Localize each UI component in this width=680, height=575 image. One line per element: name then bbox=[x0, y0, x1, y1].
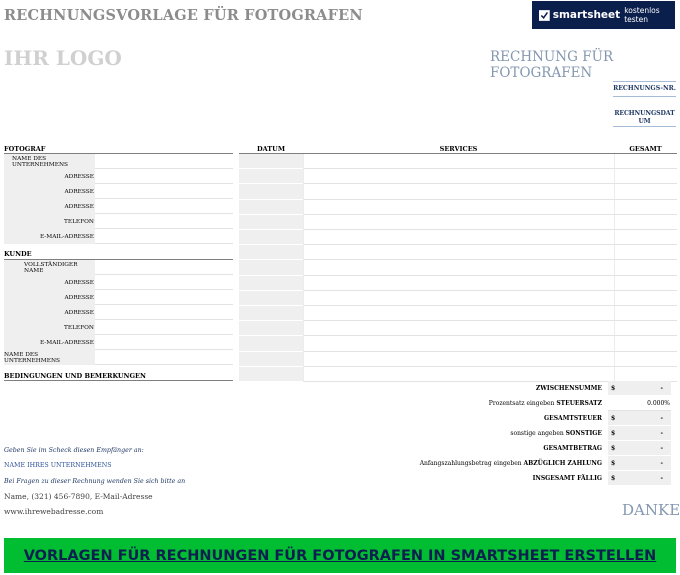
photographer-field-input[interactable] bbox=[95, 169, 233, 184]
summary-row bbox=[239, 426, 677, 441]
currency-symbol: $ bbox=[611, 459, 616, 467]
line-item-service-cell[interactable] bbox=[303, 306, 614, 321]
line-item-service-cell[interactable] bbox=[303, 200, 614, 215]
client-field-label: E-MAIL-ADRESSE bbox=[4, 335, 95, 350]
line-item-date-cell[interactable] bbox=[239, 367, 303, 382]
client-field-label: VOLLSTÄNDIGER NAME bbox=[4, 260, 95, 275]
banner-text: VORLAGEN FÜR RECHNUNGEN FÜR FOTOGRAFEN IN SMARTSHEET ERSTELLEN bbox=[23, 547, 657, 564]
line-item-total-cell[interactable] bbox=[614, 276, 677, 291]
logo-placeholder: IHR LOGO bbox=[4, 46, 122, 70]
photographer-field-label: NAME DES UNTERNEHMENS bbox=[4, 154, 95, 169]
column-header-total: GESAMT bbox=[629, 145, 662, 153]
brand-name: smartsheet bbox=[552, 9, 621, 21]
thanks-text: DANKE bbox=[622, 501, 680, 519]
currency-symbol: $ bbox=[611, 414, 616, 422]
line-item-date-cell[interactable] bbox=[239, 184, 303, 199]
summary-value bbox=[608, 471, 671, 486]
currency-symbol: $ bbox=[611, 384, 616, 392]
photographer-field-label: ADRESSE bbox=[4, 199, 95, 214]
photographer-field-label: ADRESSE bbox=[4, 169, 95, 184]
invoice-date-field[interactable] bbox=[613, 126, 676, 127]
client-field-input[interactable] bbox=[95, 290, 233, 305]
line-item-row bbox=[239, 245, 677, 260]
line-item-total-cell[interactable] bbox=[614, 291, 677, 306]
line-item-row bbox=[239, 230, 677, 245]
line-item-total-cell[interactable] bbox=[614, 215, 677, 230]
smartsheet-cta-button[interactable] bbox=[532, 1, 675, 29]
summary-row bbox=[239, 381, 677, 396]
amount: - bbox=[660, 474, 663, 482]
summary-label: ABZÜGLICH ZAHLUNG bbox=[523, 460, 602, 468]
line-item-date-cell[interactable] bbox=[239, 321, 303, 336]
currency-symbol: $ bbox=[611, 474, 616, 482]
currency-symbol: $ bbox=[611, 429, 616, 437]
line-item-date-cell[interactable] bbox=[239, 352, 303, 367]
line-item-total-cell[interactable] bbox=[614, 352, 677, 367]
line-item-date-cell[interactable] bbox=[239, 291, 303, 306]
summary-value bbox=[608, 441, 671, 456]
line-item-date-cell[interactable] bbox=[239, 260, 303, 275]
line-item-service-cell[interactable] bbox=[303, 352, 614, 367]
line-item-date-cell[interactable] bbox=[239, 336, 303, 351]
photographer-field-input[interactable] bbox=[95, 229, 233, 244]
line-item-row bbox=[239, 306, 677, 321]
column-header-services: SERVICES bbox=[439, 145, 478, 153]
summary-row bbox=[239, 471, 677, 486]
client-field-input[interactable] bbox=[95, 275, 233, 290]
line-item-date-cell[interactable] bbox=[239, 215, 303, 230]
photographer-field-input[interactable] bbox=[95, 184, 233, 199]
line-item-total-cell[interactable] bbox=[614, 184, 677, 199]
line-item-total-cell[interactable] bbox=[614, 336, 677, 351]
photographer-heading: FOTOGRAF bbox=[4, 145, 46, 153]
photographer-field-label: TELEFON bbox=[4, 214, 95, 229]
create-template-banner-link[interactable] bbox=[4, 538, 676, 573]
line-item-row bbox=[239, 321, 677, 336]
company-name: NAME IHRES UNTERNEHMENS bbox=[4, 462, 112, 469]
client-field-label: NAME DES UNTERNEHMENS bbox=[4, 350, 95, 365]
line-item-row bbox=[239, 184, 677, 199]
line-item-row bbox=[239, 367, 677, 382]
line-item-total-cell[interactable] bbox=[614, 154, 677, 169]
line-item-service-cell[interactable] bbox=[303, 169, 614, 184]
line-item-total-cell[interactable] bbox=[614, 245, 677, 260]
photographer-field-input[interactable] bbox=[95, 214, 233, 229]
brand-tagline: kostenlos testen bbox=[624, 6, 660, 24]
column-header-date: DATUM bbox=[256, 145, 286, 153]
line-item-date-cell[interactable] bbox=[239, 230, 303, 245]
line-item-service-cell[interactable] bbox=[303, 154, 614, 169]
line-item-total-cell[interactable] bbox=[614, 169, 677, 184]
line-item-row bbox=[239, 352, 677, 367]
line-item-row bbox=[239, 291, 677, 306]
summary-row bbox=[239, 456, 677, 471]
terms-heading: BEDINGUNGEN UND BEMERKUNGEN bbox=[4, 372, 146, 380]
invoice-number-field[interactable] bbox=[613, 96, 676, 97]
line-item-service-cell[interactable] bbox=[303, 276, 614, 291]
client-heading: KUNDE bbox=[4, 250, 32, 258]
other-input[interactable] bbox=[608, 426, 671, 441]
summary-label: ZWISCHENSUMME bbox=[535, 385, 602, 393]
line-item-total-cell[interactable] bbox=[614, 306, 677, 321]
photographer-field-input[interactable] bbox=[95, 199, 233, 214]
summary-prefix: sonstige angeben bbox=[510, 430, 566, 438]
summary-prefix: Prozentsatz eingeben bbox=[488, 400, 557, 408]
line-item-total-cell[interactable] bbox=[614, 230, 677, 245]
smartsheet-logo-icon bbox=[539, 9, 550, 22]
summary-value bbox=[608, 411, 671, 426]
amount: - bbox=[660, 459, 663, 467]
line-item-service-cell[interactable] bbox=[303, 321, 614, 336]
line-item-row bbox=[239, 260, 677, 275]
invoice-heading: RECHNUNG FÜR FOTOGRAFEN bbox=[490, 49, 614, 81]
line-item-service-cell[interactable] bbox=[303, 215, 614, 230]
amount: - bbox=[660, 384, 663, 392]
client-field-input[interactable] bbox=[95, 260, 233, 275]
client-field-input[interactable] bbox=[95, 305, 233, 320]
summary-label: STEUERSATZ bbox=[556, 400, 602, 408]
line-item-service-cell[interactable] bbox=[303, 367, 614, 382]
website: www.ihrewebadresse.com bbox=[4, 507, 104, 516]
client-field-label: ADRESSE bbox=[4, 305, 95, 320]
invoice-number-label: RECHNUNGS-NR. bbox=[613, 85, 676, 92]
line-item-total-cell[interactable] bbox=[614, 367, 677, 382]
contact-info: Name, (321) 456-7890, E-Mail-Adresse bbox=[4, 492, 153, 501]
summary-label: SONSTIGE bbox=[565, 430, 602, 438]
client-field-label: ADRESSE bbox=[4, 275, 95, 290]
summary-row bbox=[239, 411, 677, 426]
line-item-date-cell[interactable] bbox=[239, 169, 303, 184]
line-item-total-cell[interactable] bbox=[614, 200, 677, 215]
line-item-row bbox=[239, 276, 677, 291]
currency-symbol: $ bbox=[611, 444, 616, 452]
questions-note: Bei Fragen zu dieser Rechnung wenden Sie sich bitte an bbox=[4, 478, 186, 485]
summary-label: INSGESAMT FÄLLIG bbox=[532, 475, 602, 483]
line-item-row bbox=[239, 169, 677, 184]
client-field-input[interactable] bbox=[95, 320, 233, 335]
line-item-total-cell[interactable] bbox=[614, 260, 677, 275]
photographer-field-label: ADRESSE bbox=[4, 184, 95, 199]
client-field-input[interactable] bbox=[95, 335, 233, 350]
payment-input[interactable] bbox=[608, 456, 671, 471]
summary-label: GESAMTSTEUER bbox=[544, 415, 602, 423]
line-item-service-cell[interactable] bbox=[303, 291, 614, 306]
summary-value bbox=[608, 381, 671, 396]
line-item-row bbox=[239, 215, 677, 230]
summary-prefix: Anfangszahlungsbetrag eingeben bbox=[419, 460, 524, 468]
line-item-date-cell[interactable] bbox=[239, 154, 303, 169]
check-note: Geben Sie im Scheck diesen Empfänger an: bbox=[4, 447, 144, 454]
line-item-row bbox=[239, 200, 677, 215]
amount: 0.000% bbox=[647, 399, 670, 407]
amount: - bbox=[660, 414, 663, 422]
line-item-date-cell[interactable] bbox=[239, 245, 303, 260]
summary-label: GESAMTBETRAG bbox=[543, 445, 602, 453]
client-field-input[interactable] bbox=[95, 350, 233, 365]
photographer-field-label: E-MAIL-ADRESSE bbox=[4, 229, 95, 244]
summary-row bbox=[239, 441, 677, 456]
line-item-service-cell[interactable] bbox=[303, 336, 614, 351]
amount: - bbox=[660, 429, 663, 437]
line-item-total-cell[interactable] bbox=[614, 321, 677, 336]
divider bbox=[4, 380, 233, 381]
tax-rate-input[interactable] bbox=[608, 396, 671, 411]
client-field-label: ADRESSE bbox=[4, 290, 95, 305]
line-item-service-cell[interactable] bbox=[303, 230, 614, 245]
line-item-date-cell[interactable] bbox=[239, 200, 303, 215]
divider bbox=[613, 81, 676, 82]
photographer-field-input[interactable] bbox=[95, 154, 233, 169]
line-item-service-cell[interactable] bbox=[303, 245, 614, 260]
line-item-date-cell[interactable] bbox=[239, 306, 303, 321]
document-title: RECHNUNGSVORLAGE FÜR FOTOGRAFEN bbox=[4, 7, 363, 24]
line-item-row bbox=[239, 336, 677, 351]
line-item-row bbox=[239, 154, 677, 169]
invoice-date-label: RECHNUNGSDATUM bbox=[614, 110, 675, 125]
line-item-service-cell[interactable] bbox=[303, 260, 614, 275]
line-item-date-cell[interactable] bbox=[239, 276, 303, 291]
summary-row bbox=[239, 396, 677, 411]
line-item-service-cell[interactable] bbox=[303, 184, 614, 199]
client-field-label: TELEFON bbox=[4, 320, 95, 335]
amount: - bbox=[660, 444, 663, 452]
